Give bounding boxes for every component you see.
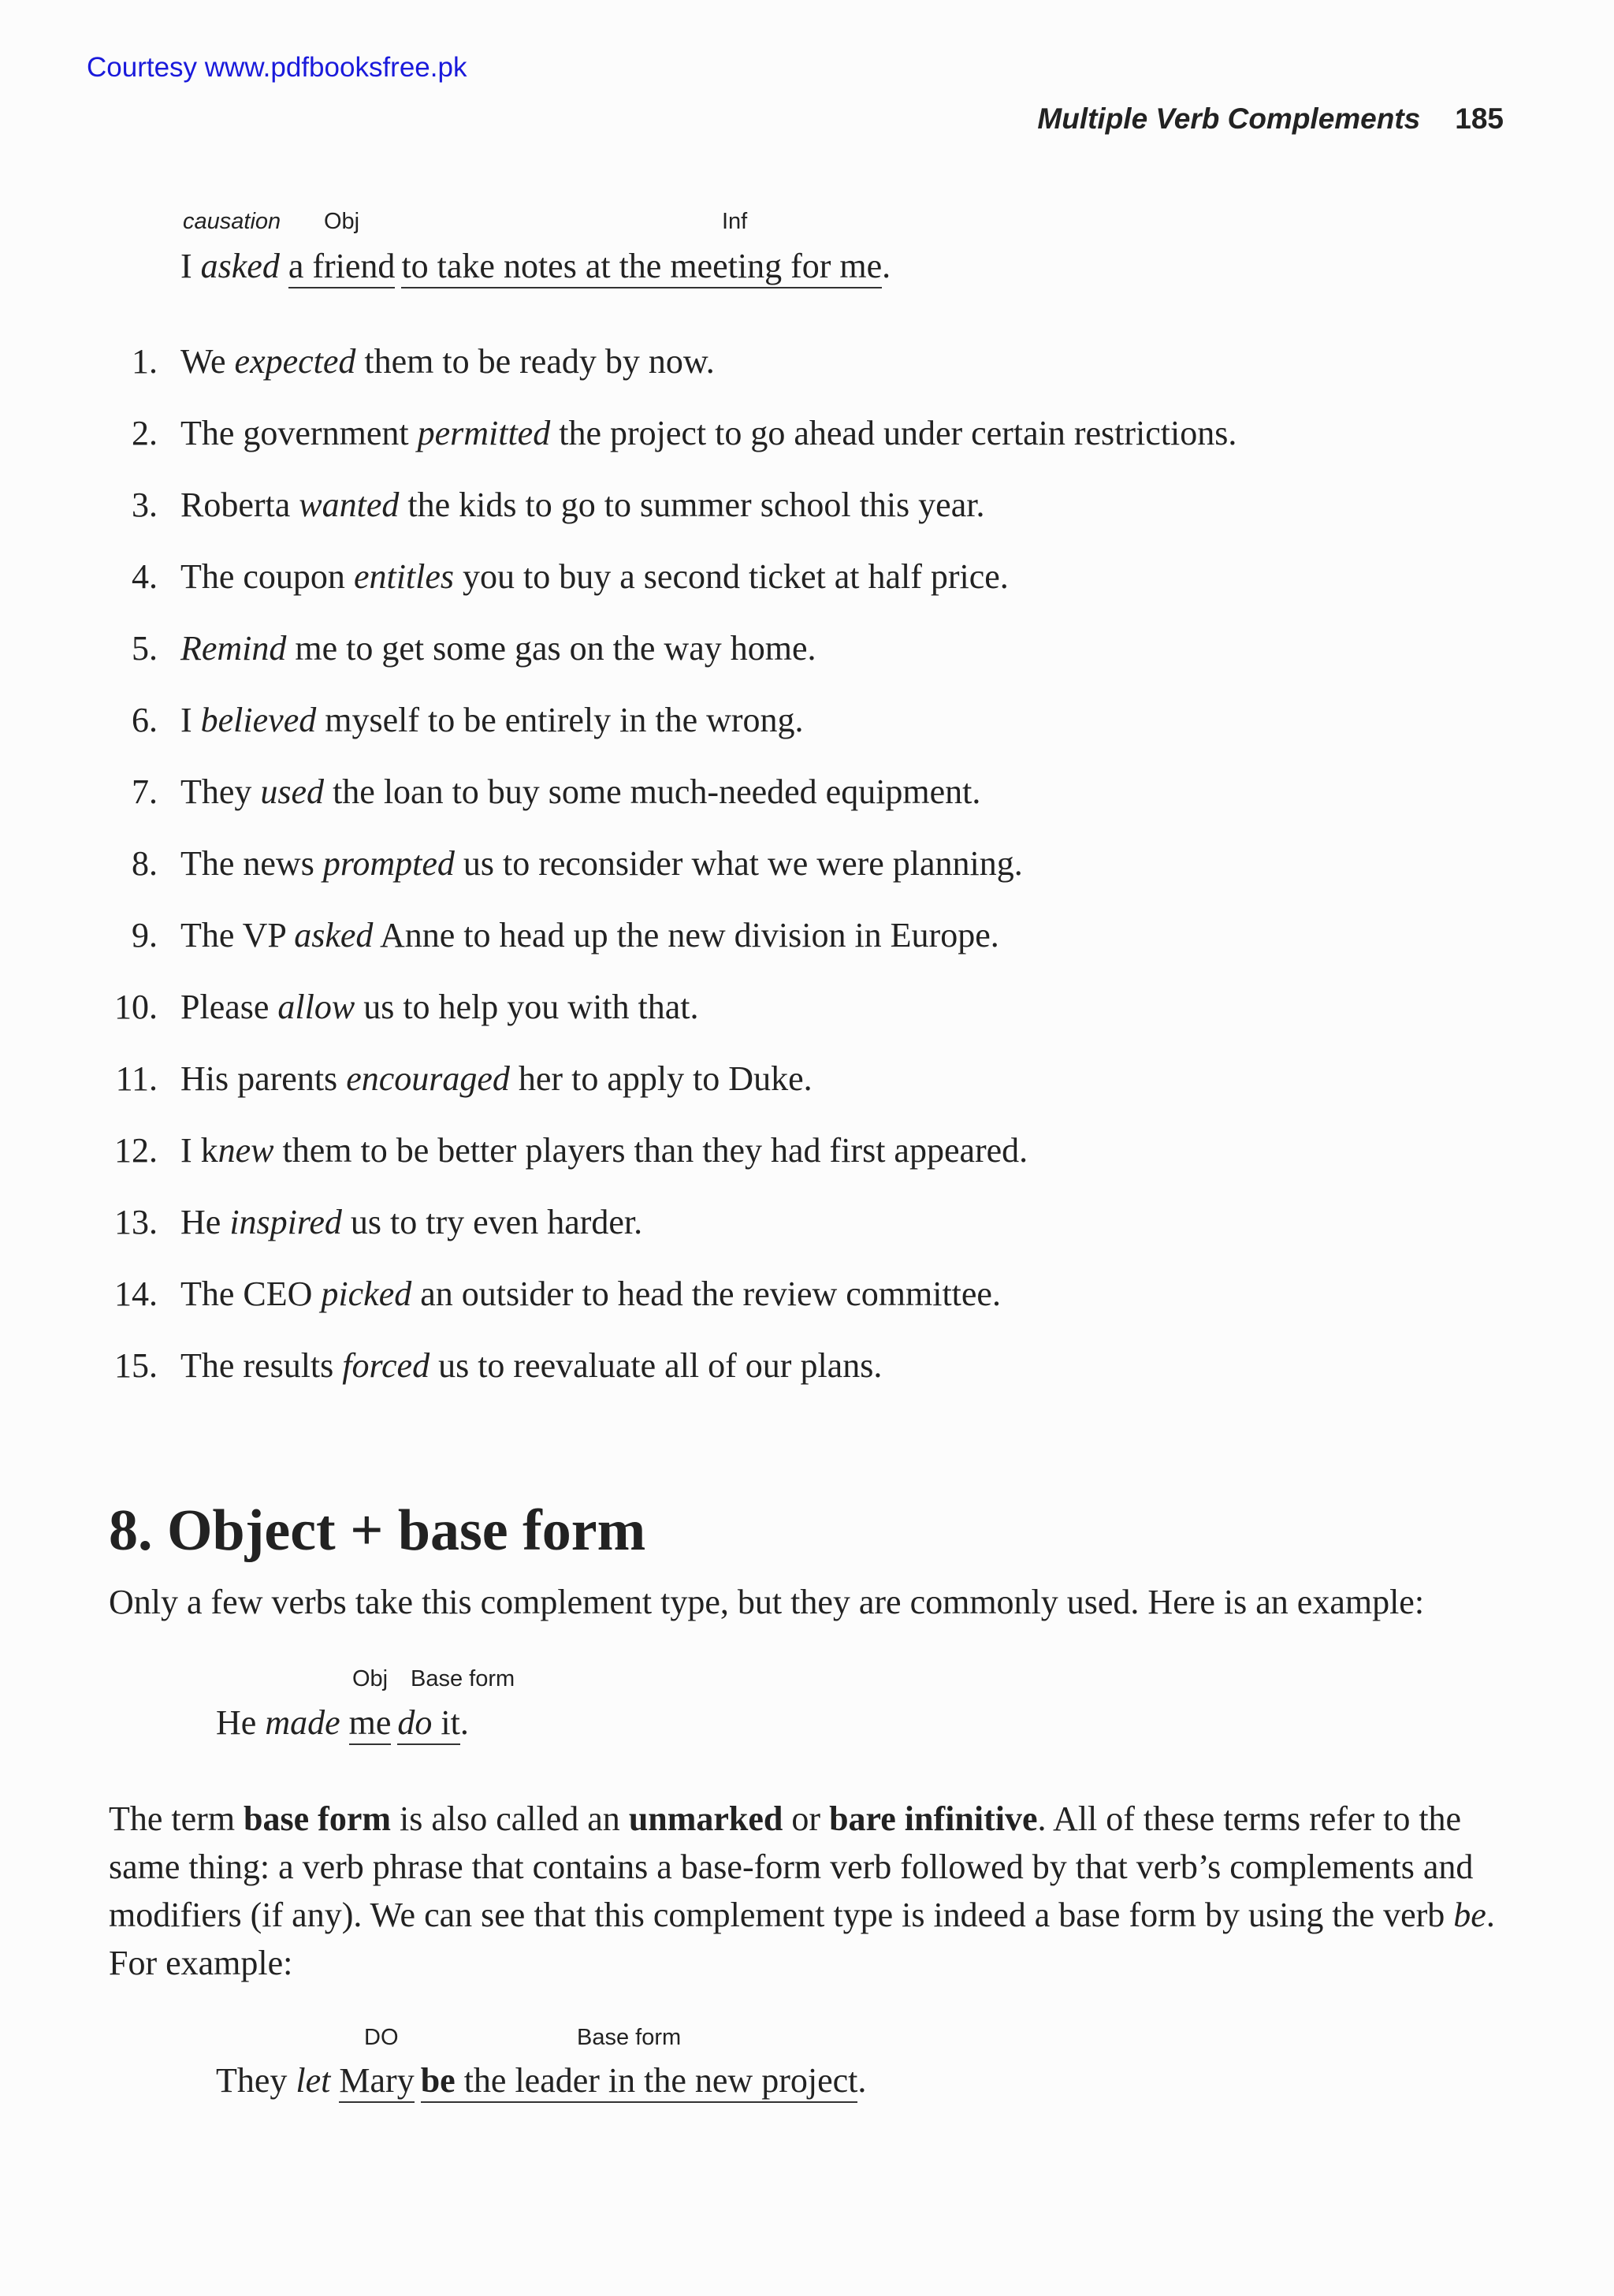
example-text <box>280 247 288 285</box>
courtesy-link[interactable]: Courtesy www.pdfbooksfree.pk <box>87 52 467 83</box>
label-do: DO <box>364 2025 399 2050</box>
example-text <box>330 2061 339 2100</box>
exercise-item <box>180 1202 642 1242</box>
exercise-text: the project to go ahead under certain restrictions. <box>550 414 1237 452</box>
exercise-text: The news <box>180 844 323 883</box>
exercise-number: 13. <box>114 1203 158 1241</box>
exercise-text: He <box>180 1203 230 1241</box>
exercise-text: We <box>180 342 235 381</box>
exercise-text: the kids to go to summer school this year. <box>399 486 985 524</box>
exercise-item <box>180 1274 1001 1314</box>
example-verb: made <box>265 1703 340 1742</box>
example-text: He <box>216 1703 266 1742</box>
exercise-text: Please <box>180 988 278 1026</box>
exercise-verb: inspired <box>229 1203 342 1241</box>
running-head-title: Multiple Verb Complements <box>1037 102 1421 135</box>
paragraph-text: is also called an <box>391 1799 629 1838</box>
exercise-number: 5. <box>132 629 158 668</box>
exercise-verb: Remind <box>180 629 287 668</box>
exercise-number: 3. <box>132 486 158 524</box>
term-be: be <box>1453 1896 1486 1934</box>
example-text: They <box>216 2061 296 2100</box>
exercise-item <box>180 987 699 1027</box>
exercise-number: 2. <box>132 414 158 452</box>
term-base-form: base form <box>244 1799 392 1838</box>
exercise-text: us to try even harder. <box>341 1203 643 1241</box>
exercise-text: Roberta <box>180 486 299 524</box>
exercise-verb: permitted <box>417 414 551 452</box>
exercise-verb: used <box>260 772 325 811</box>
exercise-number: 12. <box>114 1131 158 1170</box>
exercise-text: you to buy a second ticket at half price. <box>454 557 1009 596</box>
label-inf: Inf <box>722 209 748 234</box>
exercise-verb: expected <box>234 342 356 381</box>
exercise-text: the loan to buy some much-needed equipment. <box>324 772 981 811</box>
exercise-item <box>180 843 1023 884</box>
exercise-text: me to get some gas on the way home. <box>286 629 816 668</box>
exercise-text: an outsider to head the review committee. <box>411 1275 1001 1313</box>
running-head <box>1037 102 1504 136</box>
exercise-number: 10. <box>114 988 158 1026</box>
example-sentence-1 <box>180 246 891 286</box>
exercise-text: them to be ready by now. <box>355 342 715 381</box>
exercise-text: her to apply to Duke. <box>509 1059 813 1098</box>
base-form-phrase <box>397 1703 459 1745</box>
exercise-item <box>180 772 980 812</box>
term-bare-infinitive: bare infinitive <box>829 1799 1038 1838</box>
exercise-verb: encouraged <box>346 1059 510 1098</box>
exercise-text: myself to be entirely in the wrong. <box>316 701 804 739</box>
paragraph-text: The term <box>109 1799 244 1838</box>
exercise-item <box>180 1059 813 1099</box>
exercise-item <box>180 556 1009 597</box>
exercise-number: 1. <box>132 342 158 381</box>
exercise-text: us to reconsider what we were planning. <box>454 844 1023 883</box>
label-base-form: Base form <box>411 1666 515 1691</box>
term-unmarked: unmarked <box>628 1799 783 1838</box>
label-base-form: Base form <box>577 2025 682 2050</box>
object-phrase: me <box>349 1703 392 1745</box>
exercise-verb: new <box>218 1131 274 1170</box>
base-form-verb: be <box>420 2061 456 2100</box>
exercise-verb: allow <box>277 988 355 1026</box>
exercise-text: I k <box>180 1131 218 1170</box>
label-obj: Obj <box>352 1666 389 1691</box>
section-heading: 8. Object + base form <box>109 1498 646 1563</box>
paragraph-text: . All of these terms refer to the same thing: a verb phrase that contains a base-form verb followed by that verb’s complements and modifiers (if any). We can see that this complement type is indeed a base form by using the verb <box>109 1799 1474 1934</box>
exercise-number: 8. <box>132 844 158 883</box>
exercise-text: The VP <box>180 916 295 954</box>
exercise-verb: picked <box>321 1275 412 1313</box>
exercise-verb: believed <box>200 701 317 739</box>
exercise-text: I <box>180 701 201 739</box>
example-text <box>340 1703 349 1742</box>
exercise-text: His parents <box>180 1059 347 1098</box>
page-number: 185 <box>1455 102 1504 135</box>
exercise-text: The CEO <box>180 1275 322 1313</box>
base-form-rest: the leader in the new project <box>455 2061 858 2100</box>
exercise-number: 7. <box>132 772 158 811</box>
exercise-number: 11. <box>115 1059 158 1098</box>
exercise-text: them to be better players than they had first appeared. <box>273 1131 1028 1170</box>
example-text: . <box>459 1703 469 1742</box>
example-text: I <box>180 247 201 285</box>
exercise-number: 6. <box>132 701 158 739</box>
paragraph-text: . For example: <box>109 1896 1495 1982</box>
exercise-item <box>180 1345 882 1386</box>
example-text: . <box>857 2061 867 2100</box>
paragraph-text: or <box>783 1799 830 1838</box>
example-sentence-2 <box>216 1702 469 1743</box>
exercise-item <box>180 413 1237 453</box>
exercise-number: 14. <box>114 1275 158 1313</box>
exercise-item <box>180 485 984 525</box>
object-phrase: Mary <box>339 2061 414 2103</box>
example-text: . <box>882 247 891 285</box>
example-verb: asked <box>200 247 280 285</box>
base-form-rest: it <box>432 1703 460 1742</box>
exercise-number: 15. <box>114 1346 158 1385</box>
exercise-text: us to help you with that. <box>355 988 699 1026</box>
exercise-text: The results <box>180 1346 343 1385</box>
exercise-text: us to reevaluate all of our plans. <box>430 1346 883 1385</box>
explanation-paragraph <box>109 1795 1512 1987</box>
exercise-text: They <box>180 772 261 811</box>
exercise-item <box>180 628 816 668</box>
exercise-text: The coupon <box>180 557 354 596</box>
exercise-number: 4. <box>132 557 158 596</box>
label-obj: Obj <box>324 209 360 234</box>
exercise-verb: prompted <box>322 844 455 883</box>
exercise-verb: forced <box>342 1346 430 1385</box>
exercise-number: 9. <box>132 916 158 954</box>
exercise-text: Anne to head up the new division in Europe. <box>373 916 999 954</box>
object-phrase: a friend <box>288 247 396 288</box>
exercise-verb: wanted <box>299 486 400 524</box>
exercise-item <box>180 700 804 740</box>
exercise-text: The government <box>180 414 418 452</box>
exercise-item <box>180 341 715 381</box>
section-intro: Only a few verbs take this complement type, but they are commonly used. Here is an example: <box>109 1583 1425 1621</box>
label-causation: causation <box>183 209 281 234</box>
infinitive-phrase: to take notes at the meeting for me <box>401 247 882 288</box>
example-verb: let <box>296 2061 331 2100</box>
exercise-item <box>180 915 999 955</box>
base-form-verb: do <box>397 1703 433 1742</box>
exercise-item <box>180 1130 1028 1170</box>
exercise-verb: asked <box>294 916 374 954</box>
exercise-verb: entitles <box>353 557 455 596</box>
example-sentence-3 <box>216 2060 866 2101</box>
base-form-phrase <box>421 2061 858 2103</box>
